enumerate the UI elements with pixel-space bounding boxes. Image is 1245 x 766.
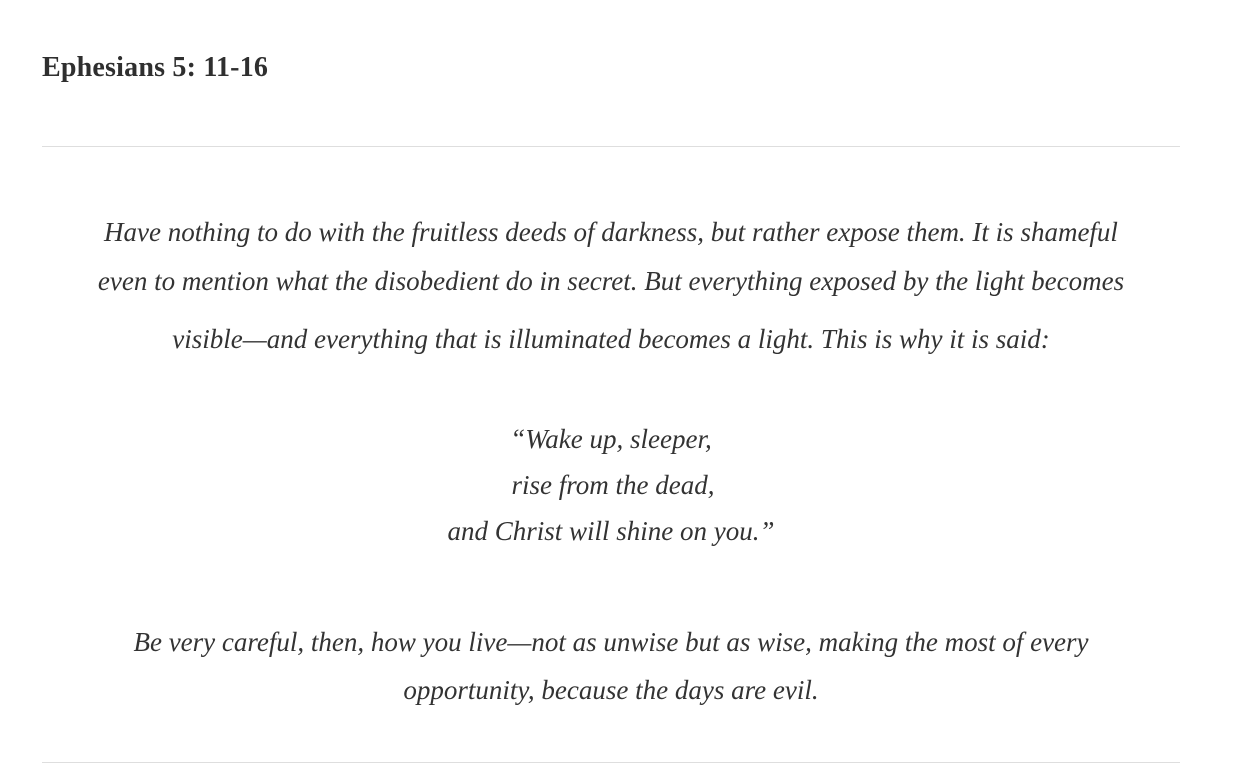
verse-line: “Wake up, sleeper,: [510, 424, 712, 454]
passage-line: visible—and everything that is illuminated becomes a light. This is why it is said:: [172, 324, 1050, 354]
passage-line: Be very careful, then, how you live—not as unwise but as wise, making the most of every: [133, 627, 1089, 657]
top-divider: [42, 146, 1180, 147]
passage-paragraph-2: [42, 618, 1180, 714]
passage-line: even to mention what the disobedient do in secret. But everything exposed by the light becomes: [97, 266, 1125, 296]
verse-line: rise from the dead,: [511, 470, 715, 500]
scripture-reference-heading: Ephesians 5: 11-16: [42, 52, 269, 83]
passage-paragraph-1: [42, 210, 1180, 362]
passage-line: Have nothing to do with the fruitless deeds of darkness, but rather expose them. It is shameful: [104, 217, 1118, 247]
passage-line: opportunity, because the days are evil.: [403, 675, 819, 705]
scripture-page: [42, 0, 1180, 766]
bottom-divider: [42, 762, 1180, 763]
quoted-verse: [42, 416, 1180, 554]
verse-line: and Christ will shine on you.”: [447, 516, 775, 546]
